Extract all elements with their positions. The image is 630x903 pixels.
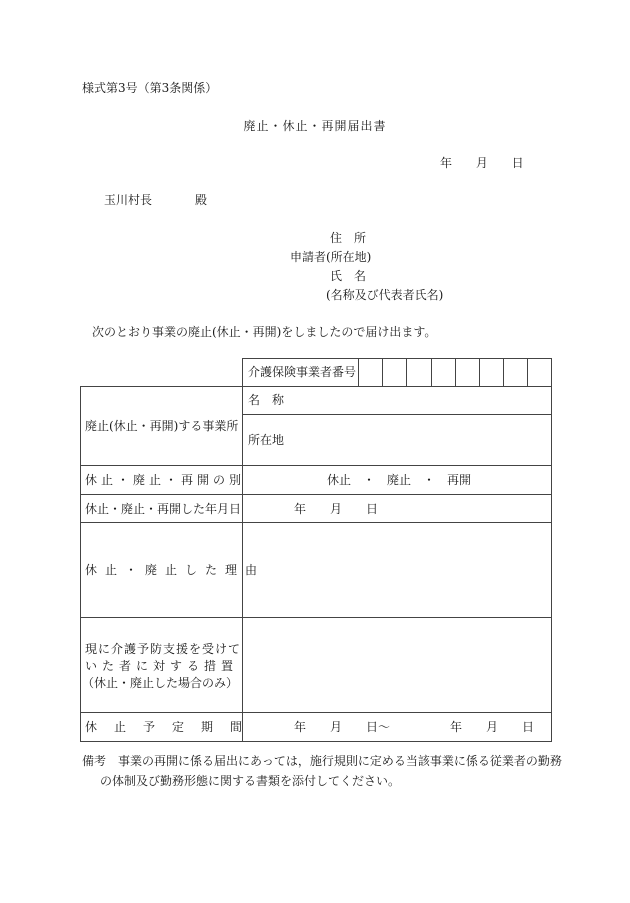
table-line: [479, 358, 480, 386]
table-line: [242, 358, 243, 742]
table-line: [358, 358, 359, 386]
table-line: [80, 386, 81, 742]
table-line: [406, 358, 407, 386]
table-line: [242, 414, 552, 415]
form-number: 様式第3号（第3条関係）: [82, 81, 218, 95]
type-options: 休止 ・ 廃止 ・ 再開: [327, 473, 472, 487]
table-line: [455, 358, 456, 386]
measures-label-line2: いた者に対する措置: [85, 659, 239, 673]
table-line: [80, 712, 552, 713]
intro-text: 次のとおり事業の廃止(休止・再開)をしましたので届け出ます。: [92, 325, 437, 339]
remarks-line1: 備考 事業の再開に係る届出にあっては，施行規則に定める当該事業に係る従業者の勤務: [82, 754, 562, 768]
business-location-label: 所在地: [248, 433, 285, 447]
table-line: [80, 494, 552, 495]
measures-label-line3: （休止・廃止した場合のみ）: [82, 676, 239, 690]
business-label: 廃止(休止・再開)する事業所: [85, 419, 239, 433]
name-label: 氏 名: [330, 269, 367, 283]
table-line: [80, 617, 552, 618]
remarks-line2: の体制及び勤務形態に関する書類を添付してください。: [100, 774, 401, 788]
applicant-label: 申請者(所在地): [290, 250, 372, 264]
type-label: 休止・廃止・再開の別: [85, 473, 246, 487]
date-value: 年 月 日: [294, 502, 379, 516]
table-line: [382, 358, 383, 386]
table-line: [242, 358, 552, 359]
period-value: 年 月 日〜 年 月 日: [294, 720, 535, 734]
reason-label: 休止・廃止した理由: [85, 563, 266, 577]
table-line: [527, 358, 528, 386]
table-line: [503, 358, 504, 386]
document-title: 廃止・休止・再開届出書: [243, 119, 387, 133]
table-line: [80, 386, 552, 387]
table-line: [80, 522, 552, 523]
date-label: 休止・廃止・再開した年月日: [85, 502, 242, 516]
addressee: 玉川村長: [104, 193, 153, 207]
period-label: 休止予定期間: [85, 720, 260, 734]
business-name-label: 名 称: [248, 393, 285, 407]
table-line: [551, 358, 552, 742]
table-line: [80, 465, 552, 466]
table-line: [431, 358, 432, 386]
measures-label-line1: 現に介護予防支援を受けて: [85, 642, 242, 656]
address-label: 住 所: [330, 231, 367, 245]
representative-label: (名称及び代表者氏名): [326, 288, 444, 302]
table-line: [80, 741, 552, 742]
operator-number-label: 介護保険事業者番号: [248, 365, 357, 379]
honorific: 殿: [195, 193, 208, 207]
submission-date: 年 月 日: [440, 156, 524, 170]
